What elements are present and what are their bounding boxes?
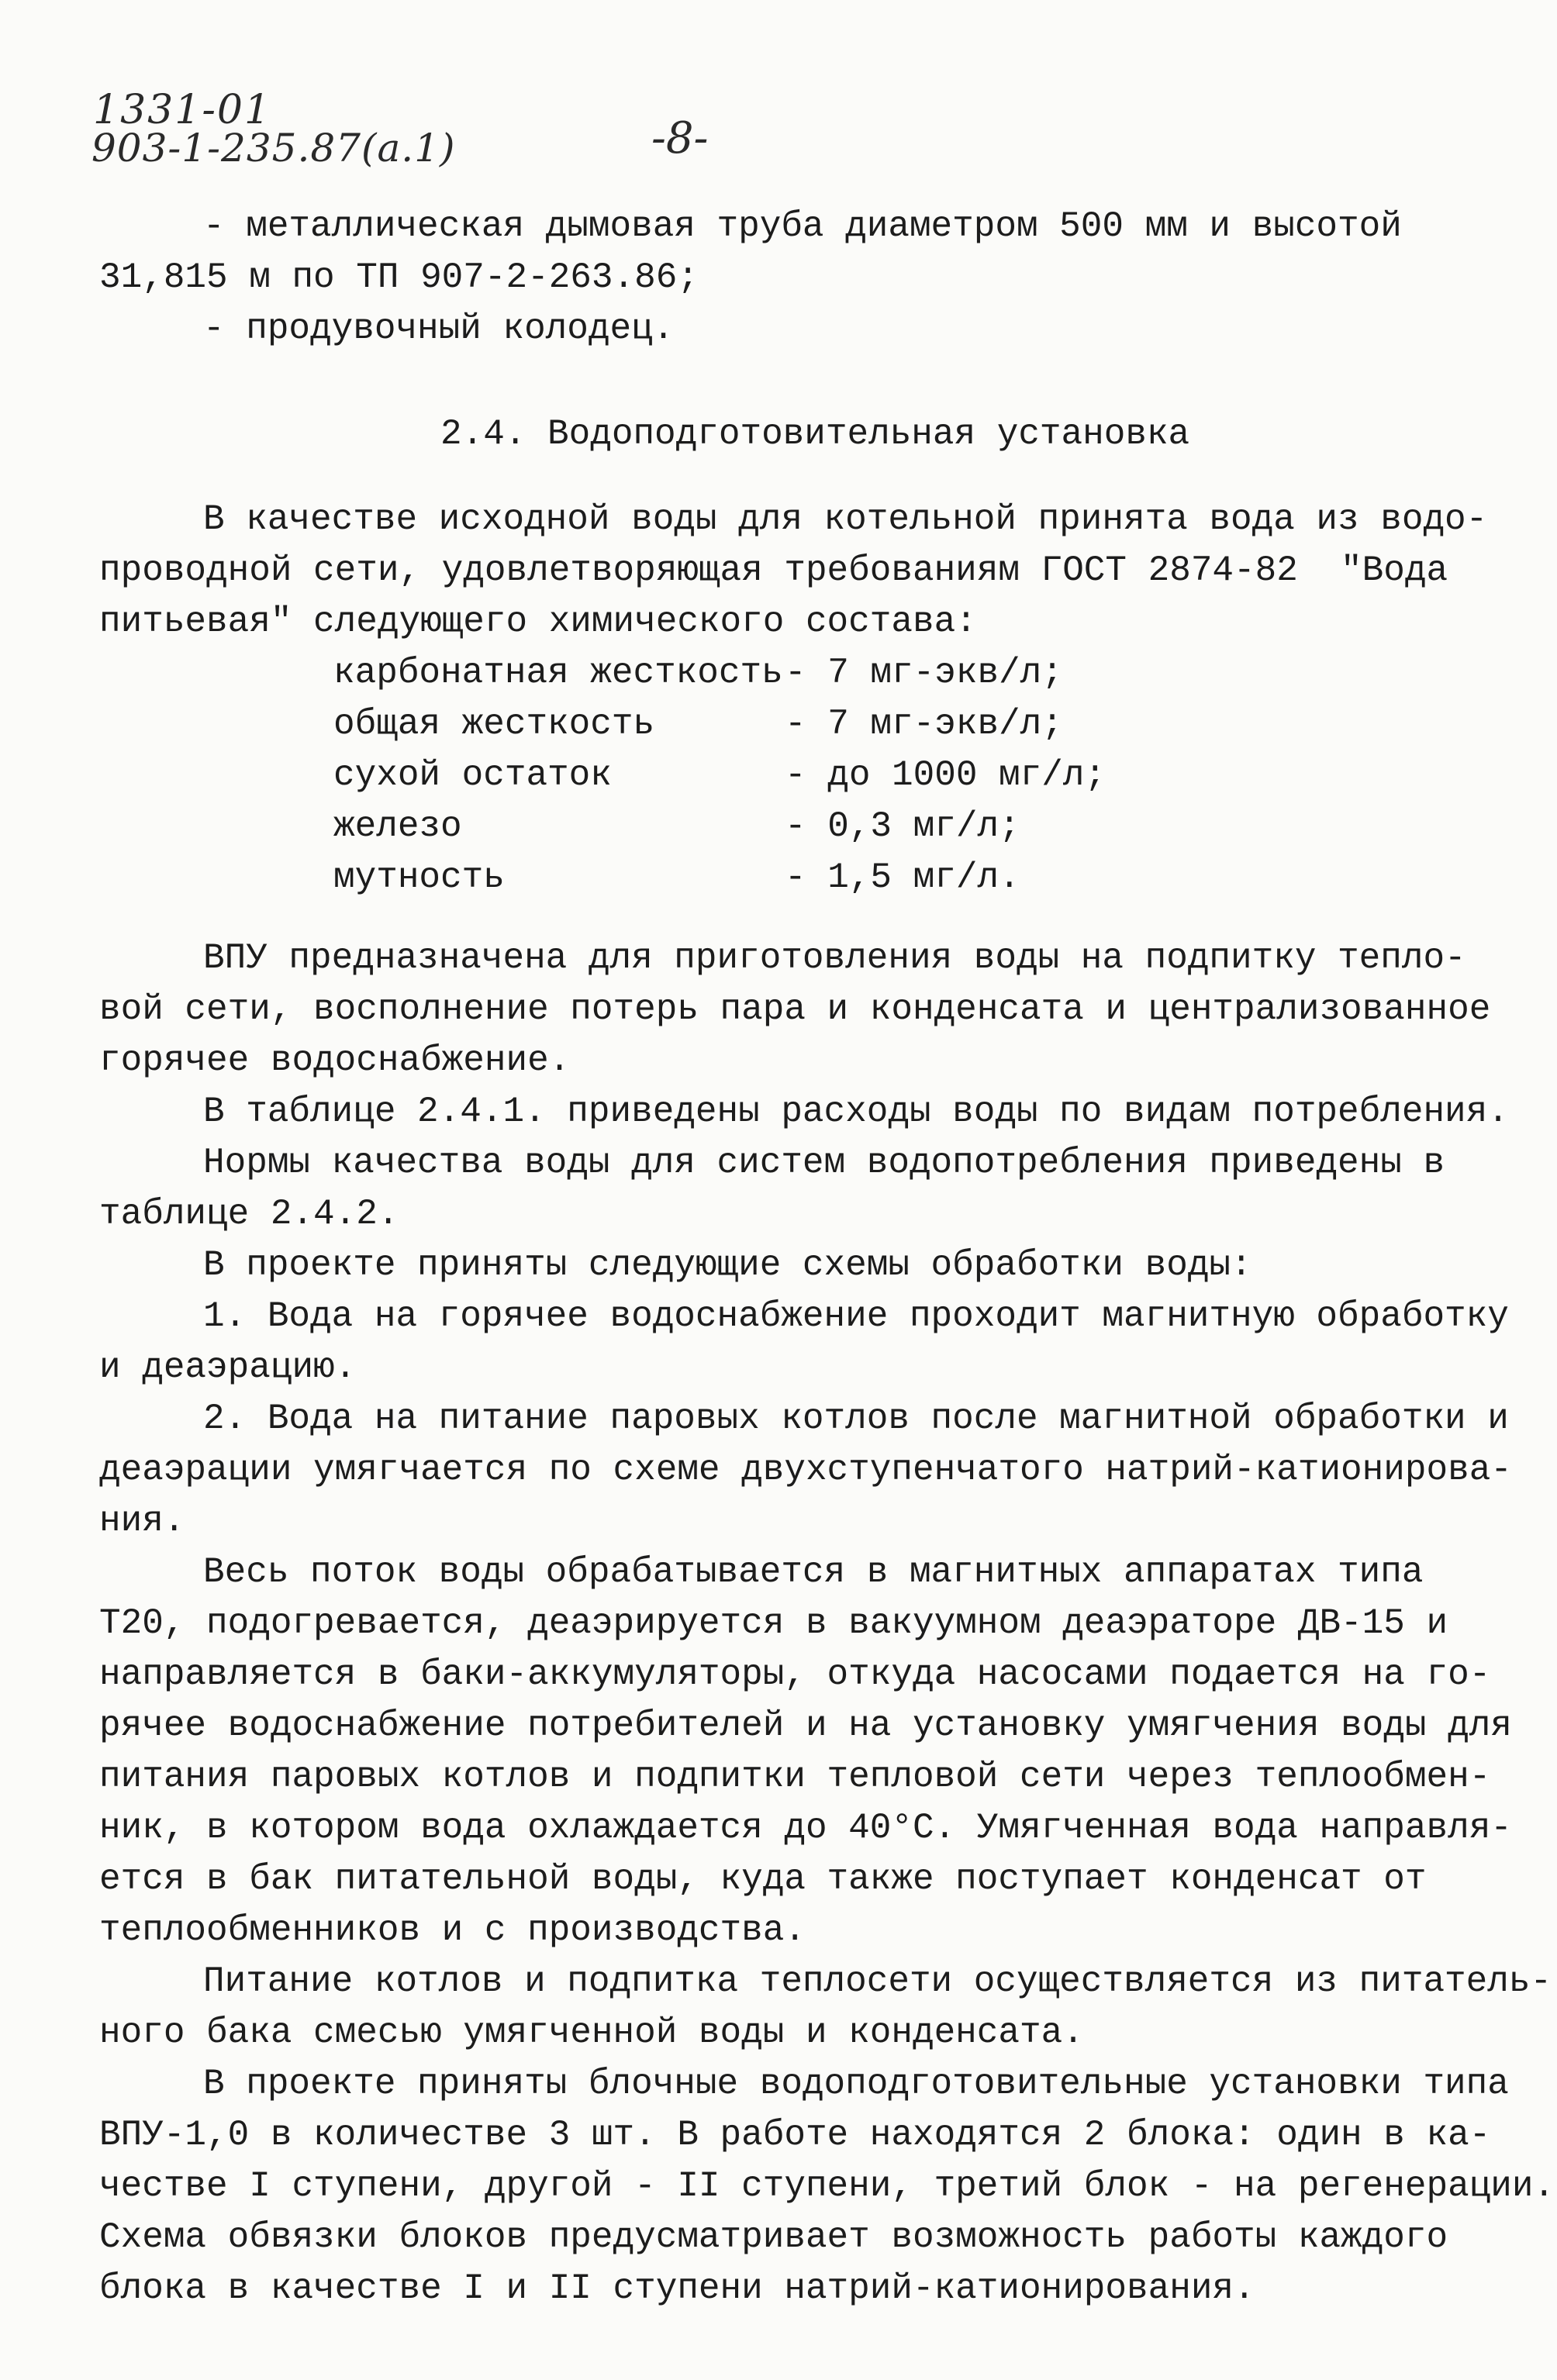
list-item-line: и деаэрацию.: [99, 1347, 357, 1388]
intro-line: 31,815 м по ТП 907-2-263.86;: [99, 257, 699, 298]
document-code-1: 1331-01: [93, 87, 272, 133]
intro-line: - продувочный колодец.: [203, 309, 675, 349]
document-code-2: 903-1-235.87(a.1): [91, 126, 456, 171]
composition-name: карбонатная жесткость: [333, 653, 783, 693]
paragraph-line: теплообменников и с производства.: [99, 1910, 806, 1951]
composition-name: мутность: [333, 857, 505, 898]
paragraph-line: В проекте приняты следующие схемы обработки воды:: [203, 1245, 1252, 1285]
paragraph-line: Нормы качества воды для систем водопотребления приведены в: [203, 1143, 1445, 1183]
paragraph-line: блока в качестве I и II ступени натрий-катионирования.: [99, 2268, 1255, 2309]
paragraph-line: В качестве исходной воды для котельной принята вода из водо-: [203, 499, 1488, 540]
paragraph-line: питания паровых котлов и подпитки тепловой сети через теплообмен-: [99, 1757, 1491, 1797]
paragraph-line: честве I ступени, другой - II ступени, третий блок - на регенерации.: [99, 2166, 1555, 2206]
paragraph-line: ВПУ-1,0 в количестве 3 шт. В работе находятся 2 блока: один в ка-: [99, 2115, 1491, 2155]
composition-value: - 1,5 мг/л.: [785, 857, 1020, 898]
composition-value: - 0,3 мг/л;: [785, 806, 1020, 847]
paragraph-line: Т20, подогревается, деаэрируется в вакуумном деаэраторе ДВ-15 и: [99, 1603, 1448, 1644]
list-item-line: ния.: [99, 1501, 185, 1541]
section-heading: 2.4. Водоподготовительная установка: [440, 414, 1190, 454]
paragraph-line: Весь поток воды обрабатывается в магнитных аппаратах типа: [203, 1552, 1424, 1592]
paragraph-line: В проекте приняты блочные водоподготовительные установки типа: [203, 2064, 1509, 2104]
paragraph-line: вой сети, восполнение потерь пара и конденсата и централизованное: [99, 989, 1491, 1030]
composition-value: - 7 мг-экв/л;: [785, 704, 1063, 744]
list-item-line: 2. Вода на питание паровых котлов после магнитной обработки и: [203, 1399, 1509, 1439]
paragraph-line: Схема обвязки блоков предусматривает возможность работы каждого: [99, 2217, 1448, 2258]
paragraph-line: таблице 2.4.2.: [99, 1194, 399, 1234]
composition-value: - 7 мг-экв/л;: [785, 653, 1063, 693]
composition-name: железо: [333, 806, 462, 847]
paragraph-line: рячее водоснабжение потребителей и на установку умягчения воды для: [99, 1706, 1512, 1746]
paragraph-line: ник, в котором вода охлаждается до 40°С. Умягченная вода направля-: [99, 1808, 1512, 1848]
page-number: -8-: [651, 113, 709, 164]
paragraph-line: Питание котлов и подпитка теплосети осуществляется из питатель-: [203, 1961, 1552, 2002]
paragraph-line: питьевая" следующего химического состава:: [99, 602, 977, 642]
paragraph-line: ного бака смесью умягченной воды и конденсата.: [99, 2013, 1084, 2053]
paragraph-line: ВПУ предназначена для приготовления воды на подпитку тепло-: [203, 938, 1466, 978]
composition-name: общая жесткость: [333, 704, 655, 744]
paragraph-line: направляется в баки-аккумуляторы, откуда насосами подается на го-: [99, 1654, 1491, 1695]
list-item-line: деаэрации умягчается по схеме двухступенчатого натрий-катионирова-: [99, 1450, 1512, 1490]
composition-name: сухой остаток: [333, 755, 612, 795]
paragraph-line: горячее водоснабжение.: [99, 1040, 571, 1081]
list-item-line: 1. Вода на горячее водоснабжение проходит магнитную обработку: [203, 1296, 1509, 1337]
paragraph-line: ется в бак питательной воды, куда также поступает конденсат от: [99, 1859, 1427, 1899]
composition-value: - до 1000 мг/л;: [785, 755, 1106, 795]
paragraph-line: проводной сети, удовлетворяющая требованиям ГОСТ 2874-82 "Вода: [99, 550, 1448, 591]
intro-line: - металлическая дымовая труба диаметром 500 мм и высотой: [203, 206, 1402, 247]
paragraph-line: В таблице 2.4.1. приведены расходы воды по видам потребления.: [203, 1092, 1509, 1132]
